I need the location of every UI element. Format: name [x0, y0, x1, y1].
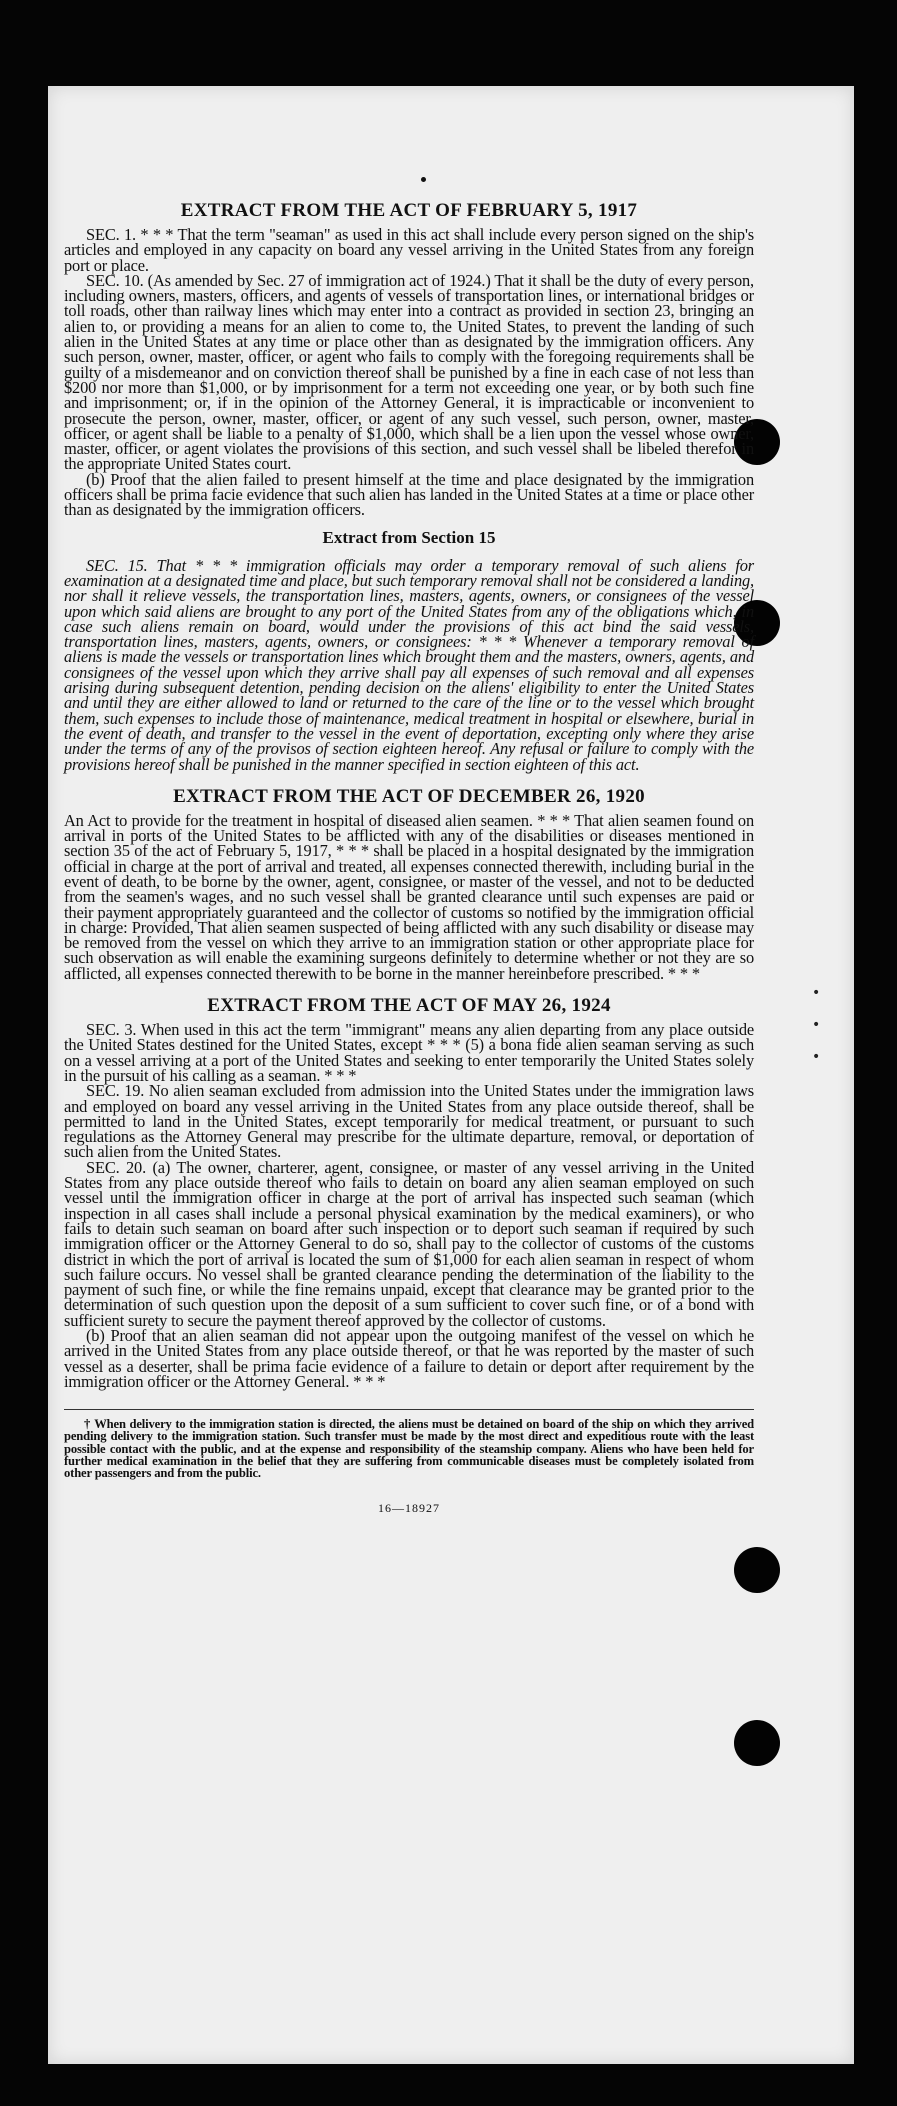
section-title-sec-15: Extract from Section 15: [322, 527, 496, 547]
paragraph-sec-15: SEC. 15. That * * * immigration officials may order a temporary removal of such aliens for examination at a designated time and place, but such temporary removal shall not be considered a landing, nor shall it relieve vessels, the transportation lines, masters, agents, owners, or consignees of the vessel upon which said aliens are brought to any port of the United States from any of the obligations which, in case such aliens remain on board, would under the provisions of this act bind the said vessels, transportation lines, masters, agents, owners, or consignees: * * * Whenever a temporary removal of aliens is made the vessels or transportation lines which brought them and the masters, owners, agents, and consignees of the vessel upon which they arrive shall pay all expenses of such removal and all expenses arising during subsequent detention, pending decision on the aliens' eligibility to enter the United States and until they are either allowed to land or returned to the care of the line or to the vessel which brought them, such expenses to include those of maintenance, medical treatment in hospital or elsewhere, burial in the event of death, and transfer to the vessel in the event of deportation, excepting only where they arise under the terms of any of the provisos of section eighteen hereof. Any refusal or failure to comply with the provisions hereof shall be punished in the manner specified in section eighteen of this act.: [64, 555, 754, 774]
footnote: † When delivery to the immigration station is directed, the aliens must be detained on board of the ship on which they arrived pending delivery to the immigration station. Such transfer must be made by the most direct and expeditious route with the least possible contact with the public, and at the expense and responsibility of the steamship company. Aliens who have been held for further medical examination in the belief that they are suffering from communicable diseases must be completely isolated from other passengers and from the public.: [64, 1417, 754, 1480]
paragraph-sec-3: SEC. 3. When used in this act the term "immigrant" means any alien departing from any place outside the United States destined for the United States, except * * * (5) a bona fide alien seaman serving as such on a vessel arriving at a port of the United States and seeking to enter temporarily the United States solely in the pursuit of his calling as a seaman. * * *: [64, 1020, 754, 1085]
paragraph-sec-1: SEC. 1. * * * That the term "seaman" as used in this act shall include every person signed on the ship's articles and employed in any capacity on board any vessel arriving in the United States from any foreign port or place.: [64, 225, 754, 275]
section-title-dec-1920: EXTRACT FROM THE ACT OF DECEMBER 26, 1920: [173, 785, 645, 807]
paragraph-act-1920: An Act to provide for the treatment in hospital of diseased alien seamen. * * * That alien seamen found on arrival in ports of the United States to be afflicted with any of the disabilities or diseases mentioned in section 35 of the act of February 5, 1917, * * * shall be placed in a hospital designated by the immigration official in charge at the port of arrival and treated, all expenses connected therewith, including burial in the event of death, to be borne by the owner, agent, consignee, or master of the vessel, and not to be deducted from the seamen's wages, and no such vessel shall be granted clearance until such expenses are paid or their payment appropriately guaranteed and the collector of customs so notified by the immigration official in charge: Provided, That alien seamen suspected of being afflicted with any such disability or disease may be removed from the vessel on which they arrive to an immigration station or other appropriate place for such observation as will enable the examining surgeons definitely to determine whether or not they are so afflicted, all expenses connected therewith to be borne in the manner hereinbefore prescribed. * * *: [64, 810, 754, 983]
punch-hole-3: [734, 1547, 780, 1593]
paragraph-sec-19: SEC. 19. No alien seaman excluded from admission into the United States under the immigration laws and employed on board any vessel arriving in the United States from any place outside thereof, shall be permitted to land in the United States, except temporarily for medical treatment, or pursuant to such regulations as the Attorney General may prescribe for the ultimate departure, removal, or deportation of such alien from the United States.: [64, 1081, 754, 1162]
section-title-feb-1917: EXTRACT FROM THE ACT OF FEBRUARY 5, 1917: [180, 200, 638, 221]
document-content: [64, 200, 754, 1516]
page-speck: [421, 177, 426, 182]
paragraph-sec-20-a: SEC. 20. (a) The owner, charterer, agent, consignee, or master of any vessel arriving in the United States from any place outside thereof who fails to detain on board any alien seaman employed on such vessel until the immigration officer in charge at the port of arrival has inspected such seaman (which inspection in all cases shall include a personal physical examination by the medical examiners), or who fails to detain such seaman on board after such inspection or to deport such seaman if required by such immigration officer or the Attorney General to do so, shall pay to the collector of customs of the customs district in which the port of arrival is located the sum of $1,000 for each alien seaman in respect of whom such failure occurs. No vessel shall be granted clearance pending the determination of the liability to the payment of such fine, or while the fine remains unpaid, except that clearance may be granted prior to the determination of such question upon the deposit of a sum sufficient to cover such fine, or of a bond with sufficient surety to secure the payment thereof approved by the collector of customs.: [64, 1157, 754, 1330]
paragraph-sec-10-b: (b) Proof that the alien failed to present himself at the time and place designated by the immigration officers shall be prima facie evidence that such alien has landed in the United States at a time or place other than as designated by the immigration officers.: [64, 469, 754, 520]
paragraph-sec-10: SEC. 10. (As amended by Sec. 27 of immigration act of 1924.) That it shall be the duty of every person, including owners, masters, officers, and agents of vessels of transportation lines, or international bridges or toll roads, other than railway lines which may enter into a contract as provided in section 23, bringing an alien to, or providing a means for an alien to come to, the United States, to prevent the landing of such alien in the United States at any time or place other than as designated by the immigration officers. Any such person, owner, master, officer, or agent who fails to comply with the foregoing requirements shall be guilty of a misdemeanor and on conviction thereof shall be punished by a fine in each case of not less than $200 nor more than $1,000, or by imprisonment for a term not exceeding one year, or by both such fine and imprisonment; or, if in the opinion of the Attorney General, it is impracticable or inconvenient to prosecute the person, owner, master, officer, or agent of any such vessel, such person, owner, master, officer, or agent shall be liable to a penalty of $1,000, which shall be a lien upon the vessel whose owner, master, officer, or agent violates the provisions of this section, and such vessel shall be libeled therefor in the appropriate United States court.: [64, 270, 754, 474]
footnote-divider: [64, 1409, 754, 1410]
punch-hole-4: [734, 1720, 780, 1766]
section-title-may-1924: EXTRACT FROM THE ACT OF MAY 26, 1924: [207, 995, 611, 1017]
paragraph-sec-20-b: (b) Proof that an alien seaman did not appear upon the outgoing manifest of the vessel on which he arrived in the United States from any place outside thereof, or that he was reported by the master of such vessel as a deserter, shall be prima facie evidence of a failure to detain or deport after requirement by the immigration officer or the Attorney General. * * *: [64, 1326, 754, 1391]
margin-marks: • • •: [812, 985, 821, 1065]
print-code: 16—18927: [378, 1501, 440, 1516]
